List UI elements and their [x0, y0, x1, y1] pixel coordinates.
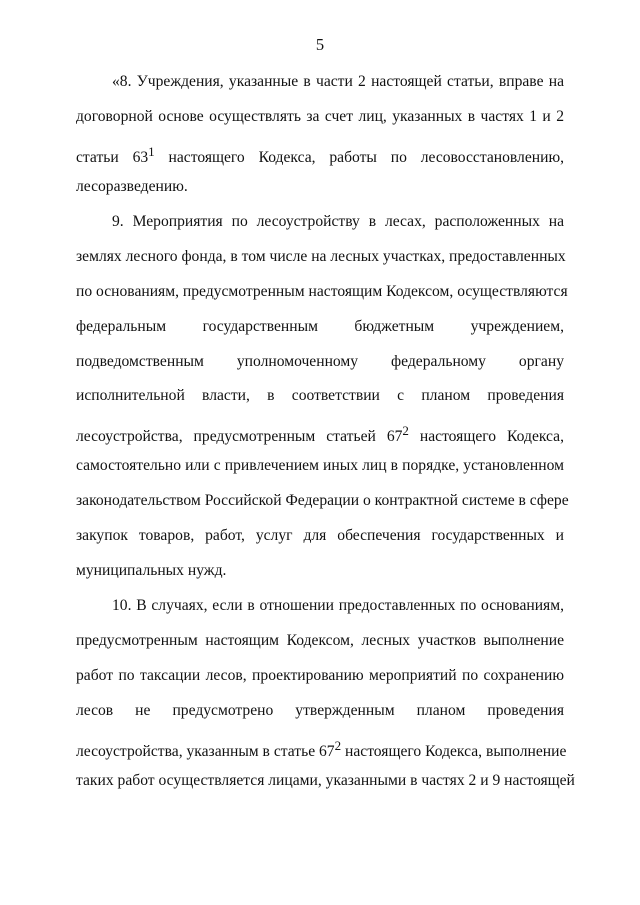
text-segment: лесов не предусмотрено утвержденным планом проведения [76, 702, 564, 719]
text-segment: подведомственным уполномоченному федеральному органу [76, 353, 564, 370]
text-segment: предусмотренным настоящим Кодексом, лесных участков выполнение [76, 632, 564, 649]
text-line [76, 771, 575, 791]
text-segment: лесоразведению. [76, 178, 188, 195]
text-segment: настоящего Кодекса, [408, 428, 564, 446]
text-line [76, 666, 564, 686]
text-segment: лесоустройства, предусмотренным статьей 67 [76, 428, 403, 446]
text-segment: «8. Учреждения, указанные в части 2 настоящей статьи, вправе на [112, 73, 564, 90]
text-segment: работ по таксации лесов, проектированию мероприятий по сохранению [76, 667, 564, 684]
text-segment: 9. Мероприятия по лесоустройству в лесах, расположенных на [112, 213, 564, 230]
text-segment: законодательством Российской Федерации о контрактной системе в сфере [76, 492, 569, 509]
text-segment: закупок товаров, работ, услуг для обеспечения государственных и [76, 527, 564, 544]
text-segment: статьи 63 [76, 149, 149, 167]
page-number: 5 [315, 35, 325, 54]
text-segment: исполнительной власти, в соответствии с планом проведения [76, 387, 564, 404]
text-line [112, 72, 564, 92]
text-line [76, 107, 564, 127]
text-line [76, 282, 568, 302]
text-line [76, 631, 564, 651]
superscript: 1 [148, 144, 155, 159]
text-line [76, 177, 564, 197]
text-line [76, 317, 564, 337]
text-line [76, 526, 564, 546]
superscript: 2 [334, 738, 342, 753]
text-line [76, 701, 564, 721]
text-line [76, 736, 567, 762]
text-line [112, 212, 564, 232]
text-segment: муниципальных нужд. [76, 562, 227, 579]
text-segment: договорной основе осуществлять за счет лиц, указанных в частях 1 и 2 [76, 108, 564, 125]
text-segment: настоящего Кодекса, работы по лесовосстановлению, [154, 149, 565, 167]
text-segment: настоящего Кодекса, выполнение [341, 743, 567, 761]
text-segment: землях лесного фонда, в том числе на лесных участках, предоставленных [76, 248, 566, 265]
text-line [76, 456, 564, 476]
text-segment: лесоустройства, указанным в статье 67 [76, 743, 335, 761]
text-line [76, 142, 564, 168]
text-segment: по основаниям, предусмотренным настоящим Кодексом, осуществляются [76, 283, 568, 300]
text-line [76, 561, 564, 581]
superscript: 2 [402, 423, 409, 438]
text-segment: таких работ осуществляется лицами, указанными в частях 2 и 9 настоящей [76, 772, 575, 789]
text-line [112, 596, 564, 616]
text-line [76, 386, 564, 406]
text-line [76, 421, 564, 447]
text-segment: 10. В случаях, если в отношении предоставленных по основаниям, [112, 597, 564, 614]
text-line [76, 247, 564, 267]
text-segment: федеральным государственным бюджетным учреждением, [76, 318, 564, 335]
text-line [76, 491, 569, 511]
text-line [76, 352, 564, 372]
text-segment: самостоятельно или с привлечением иных лиц в порядке, установленном [76, 457, 564, 474]
